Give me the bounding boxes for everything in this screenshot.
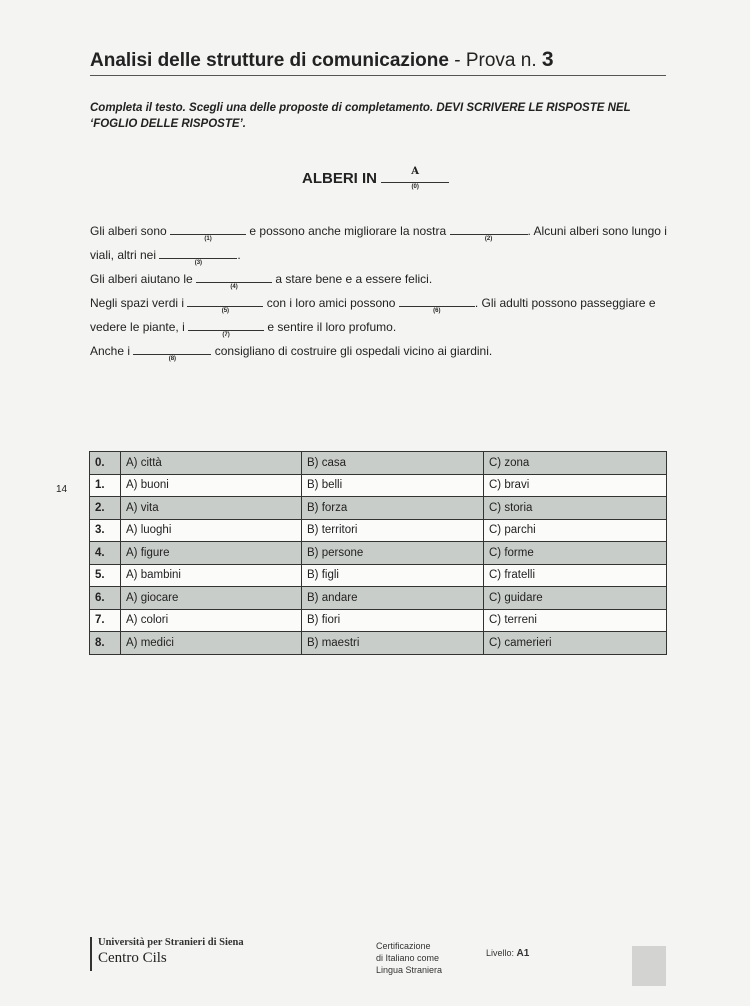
text-fragment: . [237, 248, 241, 262]
blank-6 [399, 294, 475, 314]
row-number: 0. [90, 452, 121, 475]
option-b: B) persone [302, 542, 484, 565]
cert-line: Lingua Straniera [376, 965, 443, 975]
option-a: A) vita [121, 497, 302, 520]
blank-index: (8) [168, 356, 177, 362]
option-b: B) fiori [302, 609, 484, 632]
blank-index: (1) [204, 236, 212, 242]
text-line [90, 219, 670, 243]
row-number: 4. [90, 542, 121, 565]
table-row [90, 609, 667, 632]
level-label: Livello: [486, 948, 515, 958]
text-fragment: Negli spazi verdi i [90, 296, 185, 310]
blank-index: (2) [484, 236, 493, 242]
blank-4 [196, 270, 272, 290]
text-line [90, 243, 670, 267]
title-example-answer: A [411, 166, 420, 177]
row-number: 1. [90, 474, 121, 497]
text-fragment: con i loro amici possono [266, 296, 396, 310]
option-c: C) parchi [484, 519, 667, 542]
blank-2 [450, 222, 528, 242]
blank-7 [188, 318, 264, 338]
exercise-title [302, 166, 449, 190]
level-indicator [486, 948, 529, 959]
blank-1 [170, 222, 246, 242]
row-number: 2. [90, 497, 121, 520]
option-c: C) guidare [484, 587, 667, 610]
text-line [90, 315, 670, 339]
row-number: 3. [90, 519, 121, 542]
page-header [90, 48, 666, 76]
option-c: C) terreni [484, 609, 667, 632]
option-b: B) figli [302, 564, 484, 587]
blank-index: (0) [411, 184, 419, 190]
option-c: C) bravi [484, 474, 667, 497]
option-b: B) maestri [302, 632, 484, 655]
certification-label [376, 940, 442, 976]
cloze-text [90, 219, 670, 363]
blank-index: (4) [230, 284, 238, 290]
text-fragment: Anche i [90, 344, 131, 358]
table-row [90, 452, 667, 475]
header-number: 3 [541, 48, 554, 71]
text-fragment: Gli alberi sono [90, 224, 167, 238]
blank-8 [133, 342, 211, 362]
blank-index: (6) [433, 308, 441, 314]
cert-line: Certificazione [376, 941, 431, 951]
text-fragment: . Gli adulti possono passeggiare e [474, 296, 656, 310]
row-number: 7. [90, 609, 121, 632]
corner-box [632, 946, 666, 986]
option-b: B) belli [302, 474, 484, 497]
exercise-title-text: ALBERI IN [302, 170, 377, 187]
university-name: Università per Stranieri di Siena [98, 937, 244, 948]
option-c: C) camerieri [484, 632, 667, 655]
blank-3 [159, 246, 237, 266]
table-row [90, 542, 667, 565]
text-line [90, 267, 670, 291]
center-name: Centro Cils [98, 950, 167, 966]
option-a: A) luoghi [121, 519, 302, 542]
option-a: A) giocare [121, 587, 302, 610]
blank-5 [187, 294, 263, 314]
header-subtitle: - Prova n. [448, 50, 542, 71]
option-c: C) forme [484, 542, 667, 565]
text-fragment: viali, altri nei [90, 248, 157, 262]
option-a: A) buoni [121, 474, 302, 497]
page-number: 14 [56, 484, 68, 495]
option-c: C) zona [484, 452, 667, 475]
text-fragment: Gli alberi aiutano le [90, 272, 193, 286]
row-number: 8. [90, 632, 121, 655]
cert-line: di Italiano come [376, 953, 440, 963]
option-a: A) bambini [121, 564, 302, 587]
table-row [90, 587, 667, 610]
option-a: A) figure [121, 542, 302, 565]
option-b: B) forza [302, 497, 484, 520]
option-b: B) territori [302, 519, 484, 542]
option-c: C) storia [484, 497, 667, 520]
row-number: 5. [90, 564, 121, 587]
table-row [90, 564, 667, 587]
blank-index: (7) [222, 332, 230, 338]
level-value: A1 [516, 948, 530, 959]
text-line [90, 339, 670, 363]
text-line [90, 291, 670, 315]
blank-index: (3) [194, 260, 203, 266]
university-logo [90, 933, 280, 973]
instructions: Completa il testo. Scegli una delle proposte di completamento. DEVI SCRIVERE LE RISPOSTE NEL ‘FOGLIO DELLE RISPOSTE’. [90, 102, 631, 130]
text-fragment: e sentire il loro profumo. [267, 320, 397, 334]
options-table [89, 451, 667, 655]
text-fragment: e possono anche migliorare la nostra [249, 224, 447, 238]
option-b: B) andare [302, 587, 484, 610]
text-fragment: consigliano di costruire gli ospedali vicino ai giardini. [214, 344, 493, 358]
table-row [90, 497, 667, 520]
text-fragment: vedere le piante, i [90, 320, 185, 334]
title-blank [381, 166, 449, 190]
option-a: A) città [121, 452, 302, 475]
logo-bar [90, 937, 92, 971]
option-c: C) fratelli [484, 564, 667, 587]
text-fragment: a stare bene e a essere felici. [275, 272, 433, 286]
text-fragment: . Alcuni alberi sono lungo i [527, 224, 667, 238]
option-a: A) medici [121, 632, 302, 655]
row-number: 6. [90, 587, 121, 610]
table-row [90, 519, 667, 542]
table-row [90, 474, 667, 497]
option-b: B) casa [302, 452, 484, 475]
table-row [90, 632, 667, 655]
option-a: A) colori [121, 609, 302, 632]
header-title: Analisi delle strutture di comunicazione [90, 50, 449, 71]
blank-index: (5) [221, 308, 230, 314]
